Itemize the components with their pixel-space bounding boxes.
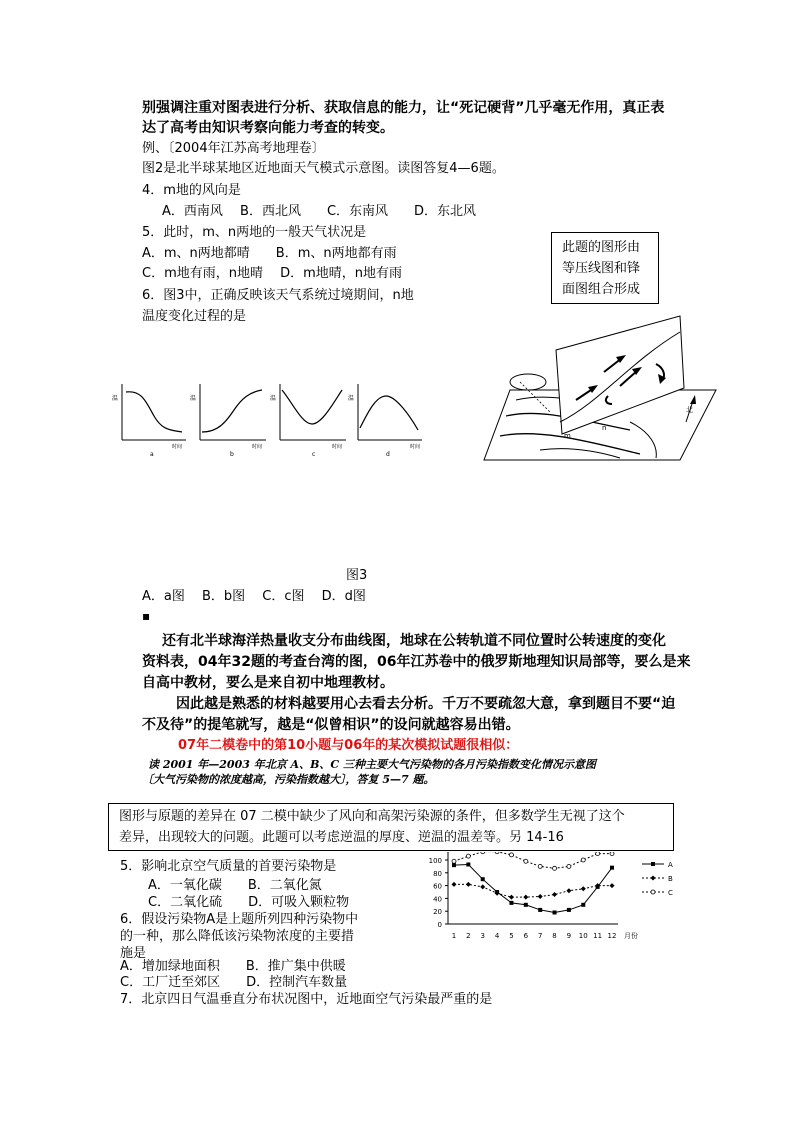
second-stem-line-2: 〔大气污染物的浓度越高，污染指数越大〕，答复 5—7 题。 xyxy=(142,773,435,786)
explanation-line-1: 图形与原题的差异在 07 二模中缺少了风向和高架污染源的条件，但多数学生无视了这个 xyxy=(119,809,625,824)
paragraph-2-line-2: 不及待”的提笔就写，越是“似曾相识”的设问就越容易出错。 xyxy=(142,717,520,733)
question-4-options: A．西南风 B．西北风 C．东南风 D．东北风 xyxy=(162,204,477,219)
curve-y-label-b: 温 xyxy=(190,395,197,402)
q2-6-line-3: 施是 xyxy=(120,946,147,961)
point-C xyxy=(567,864,571,868)
point-C xyxy=(610,852,614,856)
explanation-line-2: 差异，出现较大的问题。此题可以考虑逆温的厚度、逆温的温差等。另 14-16 xyxy=(119,830,564,845)
paragraph-2-line-1: 因此越是熟悉的材料越要用心去看去分析。千万不要疏忽大意，拿到题目不要“迫 xyxy=(176,696,676,712)
point-A xyxy=(509,901,513,905)
point-B xyxy=(552,892,557,897)
point-A xyxy=(610,866,614,870)
point-C xyxy=(509,853,513,857)
chart-x-tick-label: 11 xyxy=(593,932,603,940)
series-line-C xyxy=(454,852,612,868)
point-A xyxy=(538,908,542,912)
point-A xyxy=(553,910,557,914)
map-label-n: n xyxy=(602,424,607,432)
point-B xyxy=(566,888,571,893)
second-stem-line-1: 读 2001 年—2003 年北京 A、B、C 三种主要大气污染物的各月污染指数变化情况示意图 xyxy=(148,758,596,771)
q2-6-options-ab: A．增加绿地面积 B．推广集中供暖 xyxy=(120,959,346,974)
question-6-options: A．a图 B．b图 C．c图 D．d图 xyxy=(142,589,366,604)
chart-x-tick-label: 10 xyxy=(578,932,588,940)
map-label-m: m xyxy=(564,432,571,440)
point-C xyxy=(481,852,485,854)
q2-5-options-ab: A．一氧化碳 B．二氧化氮 xyxy=(148,878,322,893)
paragraph-1-line-1: 还有北半球海洋热量收支分布曲线图，地球在公转轨道不同位置时公转速度的变化 xyxy=(162,633,666,649)
legend-label-B: B xyxy=(668,875,673,883)
legend-label-A: A xyxy=(668,861,673,869)
figure-3-caption: 图3 xyxy=(346,568,368,583)
chart-y-tick-label: 80 xyxy=(433,869,442,878)
chart-y-tick-label: 20 xyxy=(433,908,442,917)
chart-x-tick-label: 5 xyxy=(509,932,514,940)
point-B xyxy=(581,886,586,891)
chart-y-tick-label: 60 xyxy=(433,882,442,891)
q2-6-line-2: 的一种，那么降低该污染物浓度的主要措 xyxy=(120,929,355,944)
legend-label-C: C xyxy=(668,889,673,897)
chart-x-tick-label: 12 xyxy=(607,932,617,940)
paragraph-1-line-3: 自高中教材，要么是来自初中地理教材。 xyxy=(142,675,394,691)
point-C xyxy=(452,859,456,863)
point-C xyxy=(581,858,585,862)
chart-x-tick-label: 3 xyxy=(480,932,485,940)
legend-marker-A xyxy=(651,862,655,866)
question-5-options-cd: C．m地有雨，n地晴 D．m地晴，n地有雨 xyxy=(142,266,403,281)
curve-y-label-a: 温 xyxy=(112,395,119,402)
point-C xyxy=(524,859,528,863)
point-B xyxy=(523,895,528,900)
question-6-line-2: 温度变化过程的是 xyxy=(142,309,247,324)
legend-marker-C xyxy=(651,890,655,894)
point-B xyxy=(452,882,457,887)
question-5: 5．此时，m、n两地的一般天气状况是 xyxy=(142,225,367,240)
curve-x-label-b: 时间 xyxy=(252,444,263,450)
curve-panel-c xyxy=(270,384,346,458)
curve-panel-d xyxy=(348,384,422,458)
point-A xyxy=(581,903,585,907)
red-heading: 07年二模卷中的第10小题与06年的某次模拟试题很相似： xyxy=(178,738,519,753)
paragraph-1-line-2: 资料表，04年32题的考查台湾的图，06年江苏卷中的俄罗斯地理知识局部等，要么是来 xyxy=(142,654,691,670)
legend-marker-B xyxy=(651,876,656,881)
point-C xyxy=(596,852,600,856)
curve-y-label-c: 温 xyxy=(270,395,277,402)
question-6-line-1: 6．图3中，正确反映该天气系统过境期间，n地 xyxy=(142,288,414,303)
note-box xyxy=(551,232,659,304)
point-A xyxy=(466,862,470,866)
curve-label-c: c xyxy=(312,451,316,458)
point-B xyxy=(610,883,615,888)
weather-map-figure xyxy=(480,312,720,482)
point-C xyxy=(466,854,470,858)
bullet-marker: ▪ xyxy=(142,609,151,623)
chart-x-tick-label: 8 xyxy=(552,932,557,940)
curve-label-a: a xyxy=(150,451,154,458)
intro-line-1: 别强调注重对图表进行分析、获取信息的能力，让“死记硬背”几乎毫无作用，真正表 xyxy=(142,100,665,116)
explanation-box xyxy=(108,803,674,851)
curve-y-label-d: 温 xyxy=(348,395,355,402)
chart-x-tick-label: 9 xyxy=(566,932,572,940)
chart-x-tick-label: 6 xyxy=(523,932,529,940)
curve-label-b: b xyxy=(230,451,234,458)
q2-5-options-cd: C．二氧化硫 D．可吸入颗粒物 xyxy=(148,895,350,910)
point-B xyxy=(538,894,543,899)
chart-x-tick-label: 4 xyxy=(494,932,500,940)
point-A xyxy=(452,863,456,867)
example-stem: 图2是北半球某地区近地面天气模式示意图。读图答复4—6题。 xyxy=(142,161,505,176)
curve-panel-a xyxy=(112,384,186,458)
point-B xyxy=(480,884,485,889)
point-B xyxy=(509,895,514,900)
chart-x-axis-label: 月份 xyxy=(624,932,638,940)
chart-y-tick-label: 40 xyxy=(433,895,442,904)
note-line-1: 此题的图形由 xyxy=(562,240,641,255)
curve-x-label-c: 时间 xyxy=(332,444,343,450)
curve-label-d: d xyxy=(386,451,390,458)
curve-x-label-d: 时间 xyxy=(410,444,421,450)
pollution-index-chart xyxy=(420,852,690,947)
question-4: 4．m地的风向是 xyxy=(142,183,241,198)
point-A xyxy=(524,903,528,907)
series-line-A xyxy=(454,864,612,912)
point-C xyxy=(538,864,542,868)
example-source: 例、〔2004年江苏高考地理卷〕 xyxy=(142,141,325,156)
point-A xyxy=(481,877,485,881)
curve-x-label-a: 时间 xyxy=(172,444,183,450)
chart-x-tick-label: 2 xyxy=(466,932,471,940)
intro-line-2: 达了高考由知识考察向能力考查的转变。 xyxy=(142,120,394,136)
chart-y-tick-label: 100 xyxy=(428,857,442,865)
curve-panel-b xyxy=(190,384,266,458)
note-line-2: 等压线图和锋 xyxy=(562,261,641,276)
note-line-3: 面图组合形成 xyxy=(562,282,641,297)
q2-6-line-1: 6．假设污染物A是上题所列四种污染物中 xyxy=(120,912,359,927)
point-C xyxy=(553,866,557,870)
figure-3-curves xyxy=(110,378,450,460)
series-line-B xyxy=(454,884,612,897)
point-C xyxy=(495,852,499,854)
map-label-north: 北 xyxy=(686,406,693,414)
q2-6-options-cd: C．工厂迁至郊区 D．控制汽车数量 xyxy=(120,975,348,990)
chart-x-tick-label: 7 xyxy=(537,932,543,940)
point-B xyxy=(466,882,471,887)
chart-y-tick-label: 0 xyxy=(437,921,442,929)
question-5-options-ab: A．m、n两地都晴 B．m、n两地都有雨 xyxy=(142,246,397,261)
q2-7: 7．北京四日气温垂直分布状况图中，近地面空气污染最严重的是 xyxy=(120,992,493,1007)
q2-5: 5．影响北京空气质量的首要污染物是 xyxy=(120,859,337,874)
point-A xyxy=(567,908,571,912)
chart-x-tick-label: 1 xyxy=(451,932,457,940)
